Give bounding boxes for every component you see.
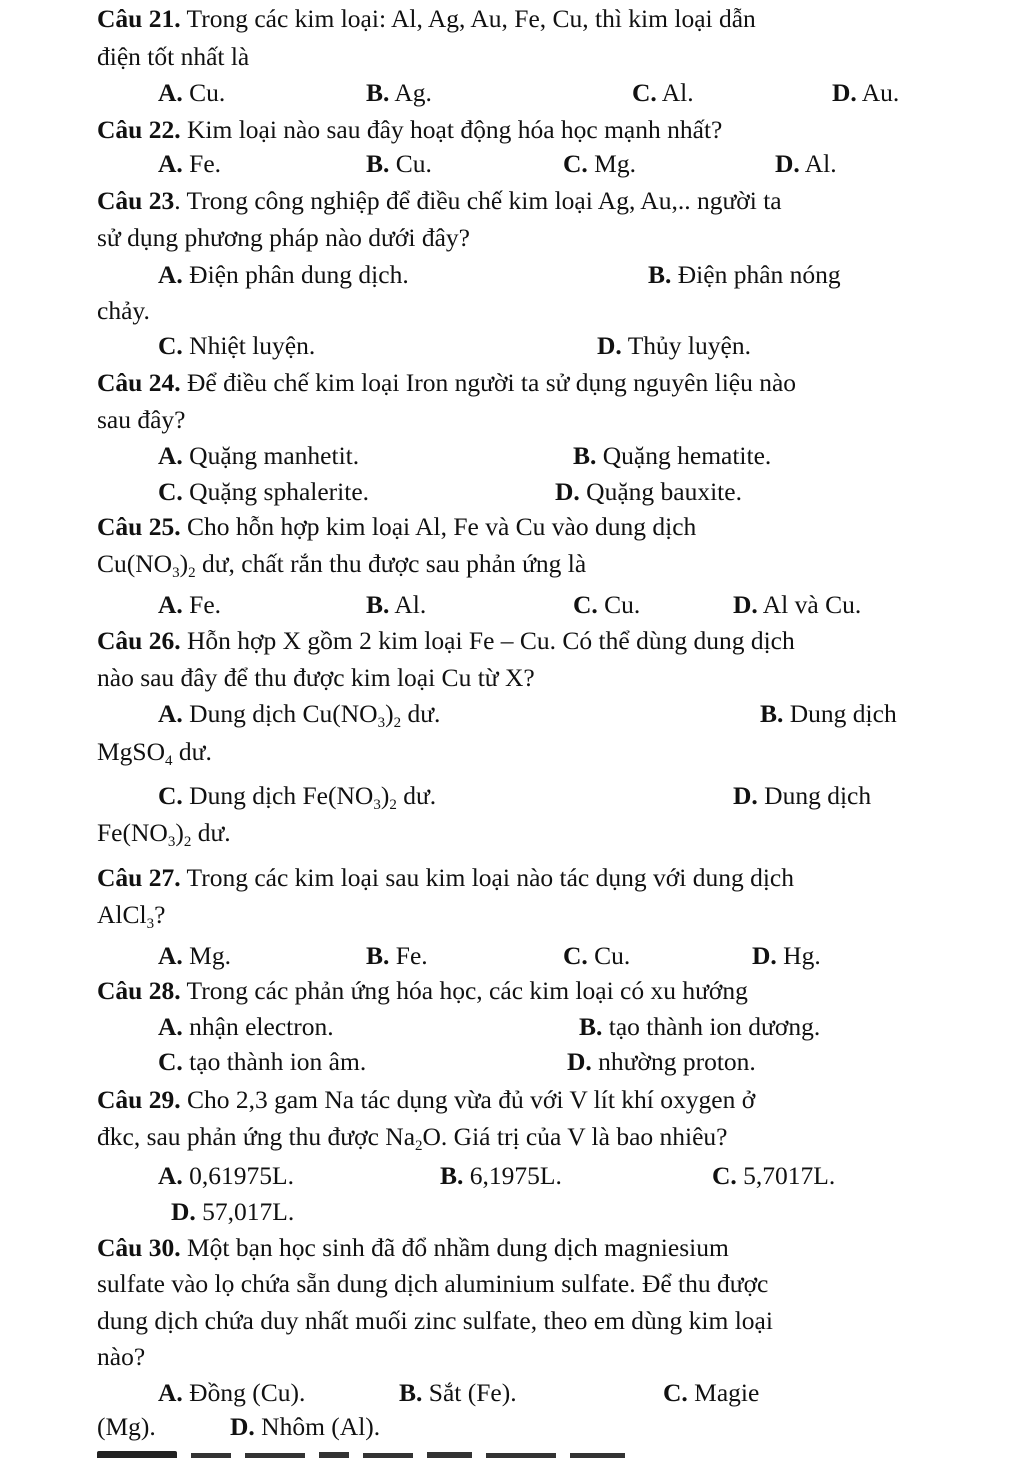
q27-option-d: D. Hg.	[752, 941, 821, 970]
q23-option-b: B. Điện phân nóng	[648, 260, 841, 289]
q26-option-b-cont: MgSO$_4$ dư.	[97, 737, 212, 769]
q22-option-b: B. Cu.	[366, 149, 432, 178]
q26-option-a: A. Dung dịch $Cu(NO_3)_2$ dư.	[158, 699, 441, 731]
q23-option-d: D. Thủy luyện.	[597, 331, 751, 360]
q25-option-a: A. Fe.	[158, 590, 222, 619]
question-30-line-1: Câu 30. Một bạn học sinh đã đổ nhầm dung dịch magniesium	[97, 1233, 729, 1262]
q24-option-b: B. Quặng hematite.	[573, 441, 772, 470]
question-21-line-1: Câu 21. Trong các kim loại: Al, Ag, Au, Fe, Cu, thì kim loại dẫn	[97, 4, 756, 33]
q27-option-b: B. Fe.	[366, 941, 428, 970]
q21-option-d: D. Au.	[832, 78, 900, 107]
question-28-line-1: Câu 28. Trong các phản ứng hóa học, các kim loại có xu hướng	[97, 976, 748, 1005]
q26-option-d: D. Dung dịch	[733, 781, 872, 810]
q24-option-c: C. Quặng sphalerite.	[158, 477, 370, 506]
clipped-next-question	[97, 1449, 737, 1458]
question-23-line-1: Câu 23. Trong công nghiệp để điều chế kim loại Ag, Au,.. người ta	[97, 186, 782, 215]
q30-option-b: B. Sắt (Fe).	[399, 1378, 517, 1407]
q22-option-d: D. Al.	[775, 149, 837, 178]
q24-option-d: D. Quặng bauxite.	[555, 477, 742, 506]
question-30-line-4: nào?	[97, 1342, 146, 1371]
question-24-line-2: sau đây?	[97, 405, 186, 434]
question-22-line-1: Câu 22. Kim loại nào sau đây hoạt động hóa học mạnh nhất?	[97, 115, 723, 144]
question-30-line-3: dung dịch chứa duy nhất muối zinc sulfate, theo em dùng kim loại	[97, 1306, 773, 1335]
q26-option-b: B. Dung dịch	[760, 699, 897, 728]
question-29-line-2: đkc, sau phản ứng thu được $Na_2O$. Giá trị của V là bao nhiêu?	[97, 1122, 728, 1154]
question-25-line-1: Câu 25. Cho hỗn hợp kim loại Al, Fe và Cu vào dung dịch	[97, 512, 697, 541]
question-30-line-2: sulfate vào lọ chứa sẵn dung dịch aluminium sulfate. Để thu được	[97, 1269, 769, 1298]
question-21-line-2: điện tốt nhất là	[97, 42, 250, 71]
q25-option-c: C. Cu.	[573, 590, 641, 619]
q30-option-c-cont: (Mg).	[97, 1412, 156, 1441]
question-23-line-2: sử dụng phương pháp nào dưới đây?	[97, 223, 470, 252]
q22-option-a: A. Fe.	[158, 149, 222, 178]
q22-option-c: C. Mg.	[563, 149, 636, 178]
q29-option-d: D. 57,017L.	[171, 1197, 295, 1226]
q29-option-b: B. 6,1975L.	[440, 1161, 562, 1190]
q24-option-a: A. Quặng manhetit.	[158, 441, 360, 470]
q28-option-d: D. nhường proton.	[567, 1047, 756, 1076]
question-26-line-2: nào sau đây để thu được kim loại Cu từ X?	[97, 663, 535, 692]
q25-option-d: D. Al và Cu.	[733, 590, 862, 619]
q30-option-c: C. Magie	[663, 1378, 760, 1407]
q26-option-d-cont: $Fe(NO_3)_2$ dư.	[97, 818, 231, 850]
question-27-line-1: Câu 27. Trong các kim loại sau kim loại nào tác dụng với dung dịch	[97, 863, 794, 892]
q23-option-a: A. Điện phân dung dịch.	[158, 260, 409, 289]
q21-option-b: B. Ag.	[366, 78, 432, 107]
q28-option-b: B. tạo thành ion dương.	[579, 1012, 821, 1041]
q28-option-a: A. nhận electron.	[158, 1012, 334, 1041]
q27-option-c: C. Cu.	[563, 941, 631, 970]
q21-option-a: A. Cu.	[158, 78, 226, 107]
q28-option-c: C. tạo thành ion âm.	[158, 1047, 367, 1076]
q29-option-c: C. 5,7017L.	[712, 1161, 836, 1190]
q30-option-d: D. Nhôm (Al).	[230, 1412, 381, 1441]
question-25-line-2: $Cu(NO_3)_2$ dư, chất rắn thu được sau phản ứng là	[97, 549, 587, 581]
q25-option-b: B. Al.	[366, 590, 427, 619]
q27-option-a: A. Mg.	[158, 941, 231, 970]
q23-option-c: C. Nhiệt luyện.	[158, 331, 316, 360]
question-27-line-2: AlCl$_3$?	[97, 900, 166, 932]
q21-option-c: C. Al.	[632, 78, 694, 107]
question-26-line-1: Câu 26. Hỗn hợp X gồm 2 kim loại Fe – Cu. Có thể dùng dung dịch	[97, 626, 795, 655]
q23-option-b-cont: chảy.	[97, 296, 150, 325]
q26-option-c: C. Dung dịch $Fe(NO_3)_2$ dư.	[158, 781, 437, 813]
q29-option-a: A. 0,61975L.	[158, 1161, 294, 1190]
q30-option-a: A. Đồng (Cu).	[158, 1378, 306, 1407]
question-24-line-1: Câu 24. Để điều chế kim loại Iron người ta sử dụng nguyên liệu nào	[97, 368, 797, 397]
question-29-line-1: Câu 29. Cho 2,3 gam Na tác dụng vừa đủ với V lít khí oxygen ở	[97, 1085, 756, 1114]
